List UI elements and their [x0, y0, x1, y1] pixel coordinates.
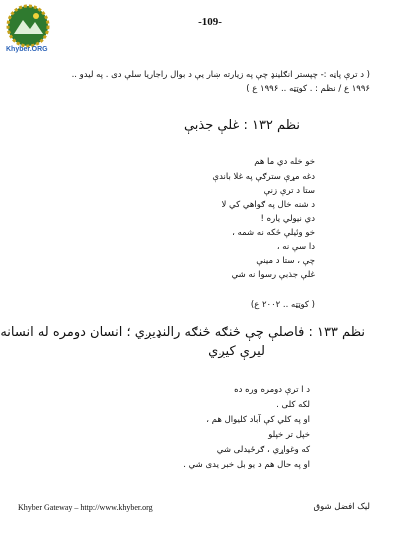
poem-1-line: دي نيولي ياره ! — [260, 214, 315, 224]
poem-2-line: لکه کلی . — [276, 400, 310, 410]
intro-line-2: ۱۹۹۶ ع / نظم : . کوټټه .. ۱۹۹۶ ع ) — [246, 84, 370, 94]
poem-2-line: خپل تر خپلو — [268, 430, 310, 440]
poem-1-line: دغه مړې سترګې په غلا باندې — [212, 172, 315, 182]
poem-2-line: او په حال هم د يو بل خبر يدی شي . — [183, 460, 310, 470]
page-number: -109- — [198, 16, 222, 28]
poem-1-date: ( کوټټه .. ۲۰۰۲ ع) — [250, 300, 315, 310]
poem-1-line: چې ، ستا د مينې — [256, 256, 315, 266]
logo-text: Khyber.ORG — [6, 46, 48, 53]
intro-line-1: ( د ترې پاڼه :- چپستر انګلينډ چې په زيارته ښار يې د بوال راجاريا سلې دی . په ليدو .. — [71, 70, 370, 80]
poem-2-title-line-2: ليرې کيږي — [208, 344, 265, 359]
poem-2-line: او په کلي کې آباد کليوال هم ، — [206, 415, 310, 425]
poem-1-line: خو خله دي ما هم — [254, 157, 315, 167]
poem-2-line: د ا ترې دومره وره ده — [234, 385, 310, 395]
poem-1-title: نظم ۱۳۲ : غلې جذبې — [183, 118, 300, 133]
poem-1-line: دا سې نه ، — [276, 242, 315, 252]
poem-1-line: خو وئيلې څکه نه شمه ، — [232, 228, 315, 238]
footer-site-link[interactable]: Khyber Gateway – http://www.khyber.org — [18, 503, 153, 512]
poem-2-line: که وغواړي ، ګرځيدلی شي — [216, 445, 310, 455]
poem-1-line: غلې جذبې رسوا نه شي — [231, 270, 315, 280]
poem-1-line: د شنه خال په ګواهي کي لا — [221, 200, 315, 210]
poem-2-title-line-1: نظم ۱۳۳ : فاصلې چې څنګه څنګه رالنډيږي ؛ انسان دومره له انسانه — [0, 325, 365, 340]
poem-1-line: ستا د ترې زنې — [263, 186, 315, 196]
footer-author: ليک افضل شوق — [313, 502, 370, 512]
